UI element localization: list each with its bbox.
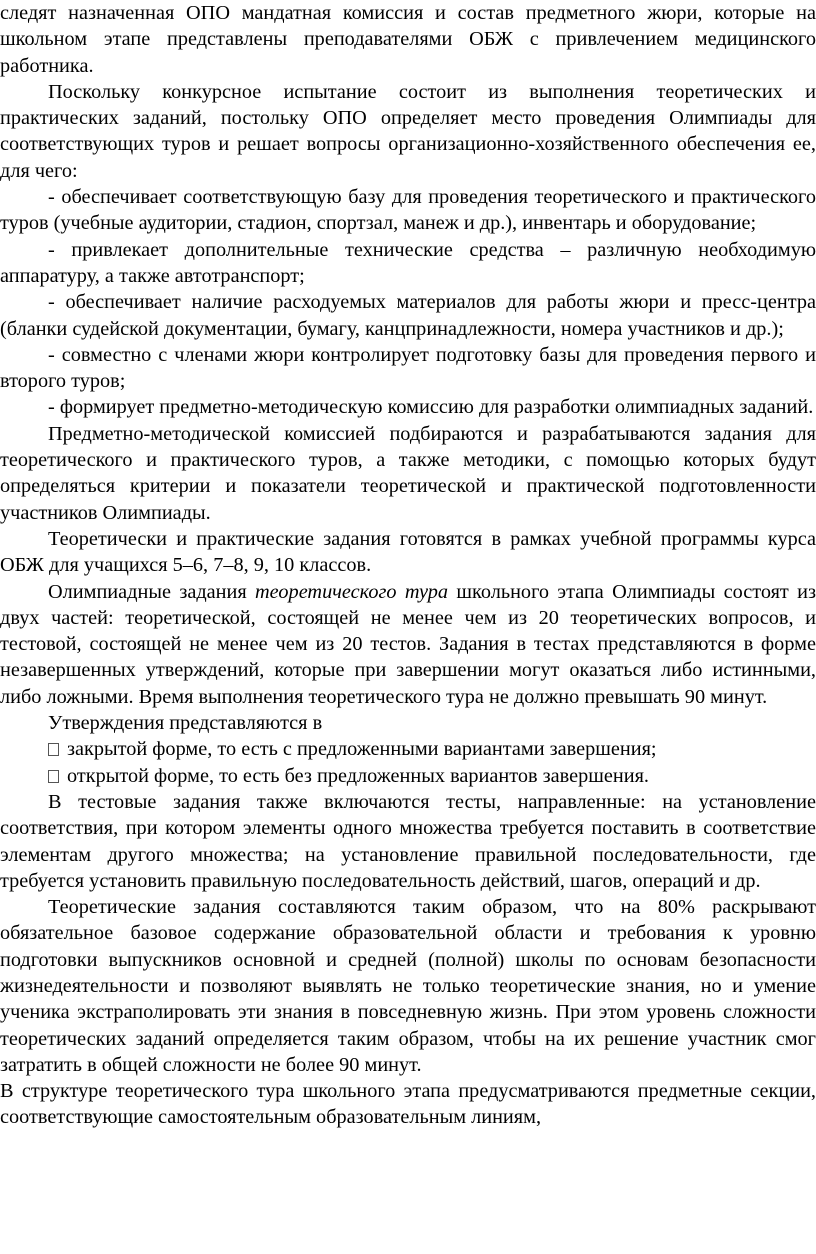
paragraph-competition-structure: Поскольку конкурсное испытание состоит из выполнения теоретических и практических заданий, постольку ОПО определяет место проведения Олимпиады для соответствующих туров и решает вопросы организационно-хозяйственного обеспечения ее, для чего: bbox=[0, 80, 816, 182]
list-item-control: - совместно с членами жюри контролирует подготовку базы для проведения первого и второго туров; bbox=[0, 343, 816, 393]
list-item-technical-means: - привлекает дополнительные технические средства – различную необходимую аппаратуру, а также автотранспорт; bbox=[0, 238, 816, 287]
text-segment: школьного этапа Олимпиады состоят из двух частей: теоретической, состоящей не менее чем из 20 теоретических вопросов, и тестовой, состоящей не менее чем из 20 тестов. Задания в тестах представляются в форме незавершенных утверждений, которые при завершении могут оказаться либо истинными, либо ложными. Время выполнения теоретического тура не должно превышать 90 минут. bbox=[0, 580, 816, 708]
paragraph-structure: В структуре теоретического тура школьного этапа предусматриваются предметные секции, соответствующие самостоятельным образовательным линиям, bbox=[0, 1080, 816, 1129]
paragraph-continuation: следят назначенная ОПО мандатная комиссия и состав предметного жюри, которые на школьном этапе представлены преподавателями ОБЖ с привлечением медицинского работника. bbox=[0, 2, 816, 77]
text-segment: Олимпиадные задания bbox=[48, 580, 256, 603]
emphasis-theoretical-tour: теоретического тура bbox=[255, 580, 449, 603]
paragraph-program: Теоретически и практические задания готовятся в рамках учебной программы курса ОБЖ для учащихся 5–6, 7–8, 9, 10 классов. bbox=[0, 527, 816, 577]
list-item-base: - обеспечивает соответствующую базу для проведения теоретического и практического туров (учебные аудитории, стадион, спортзал, манеж и др.), инвентарь и оборудование; bbox=[0, 186, 816, 235]
checkbox-icon bbox=[48, 770, 59, 783]
bullet-item-open-form bbox=[0, 763, 816, 789]
checkbox-icon bbox=[48, 743, 59, 756]
paragraph-methodical-commission: Предметно-методической комиссией подбираются и разрабатываются задания для теоретического и практического туров, а также методики, с помощью которых будут определяться критерии и показатели теоретической и практической подготовленности участников Олимпиады. bbox=[0, 422, 816, 524]
bullet-text: открытой форме, то есть без предложенных вариантов завершения. bbox=[67, 764, 649, 787]
paragraph-statements: Утверждения представляются в bbox=[48, 712, 323, 735]
bullet-text: закрытой форме, то есть с предложенными вариантами завершения; bbox=[67, 738, 657, 761]
list-item-commission: - формирует предметно-методическую комиссию для разработки олимпиадных заданий. bbox=[48, 396, 814, 419]
bullet-item-closed-form bbox=[0, 736, 816, 762]
list-item-materials: - обеспечивает наличие расходуемых материалов для работы жюри и пресс-центра (бланки судейской документации, бумагу, канцпринадлежности, номера участников и др.); bbox=[0, 291, 816, 340]
paragraph-theoretical-tour bbox=[0, 579, 816, 710]
paragraph-theoretical-tasks: Теоретические задания составляются таким образом, что на 80% раскрывают обязательное базовое содержание образовательной области и требования к уровню подготовки выпускников основной и средней (полной) школы по основам безопасности жизнедеятельности и позволяют выявлять не только теоретические знания, но и умение ученика экстраполировать эти знания в повседневную жизнь. При этом уровень сложности теоретических заданий определяется таким образом, чтобы на их решение участник смог затратить в общей сложности не более 90 минут. bbox=[0, 896, 816, 1076]
paragraph-test-tasks: В тестовые задания также включаются тесты, направленные: на установление соответствия, при котором элементы одного множества требуется поставить в соответствие элементам другого множества; на установление правильной последовательности, где требуется установить правильную последовательность действий, шагов, операций и др. bbox=[0, 790, 816, 892]
